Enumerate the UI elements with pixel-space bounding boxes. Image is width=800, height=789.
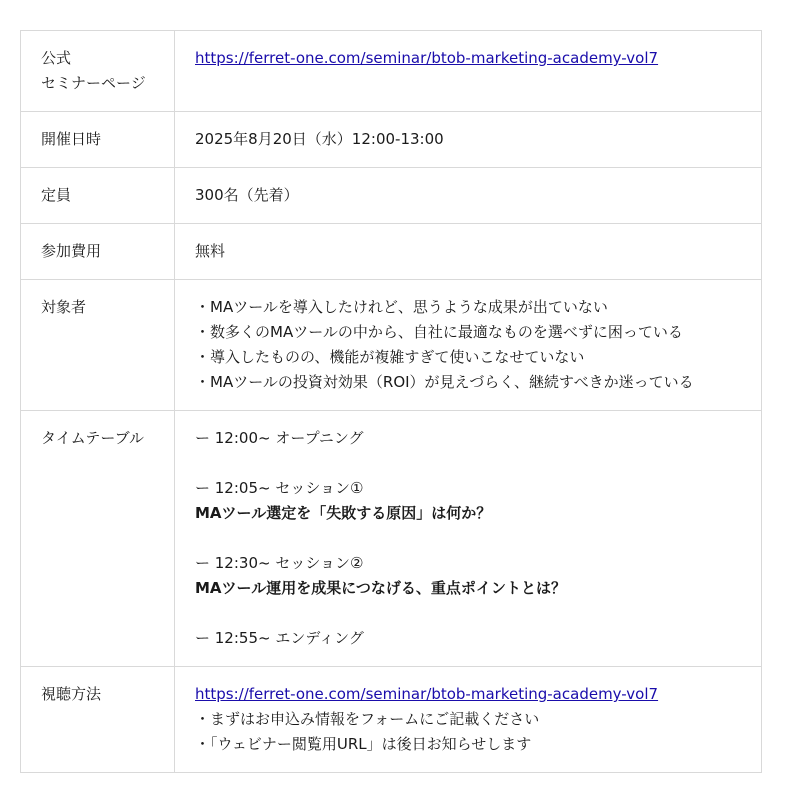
row-fee [21, 224, 762, 280]
row-label: 定員 [41, 186, 72, 204]
target-item: ・MAツールの投資対効果（ROI）が見えづらく、継続すべきか迷っている [195, 373, 694, 391]
timetable-spacer [195, 601, 741, 626]
row-value-cell [175, 411, 762, 667]
viewing-note: ・まずはお申込み情報をフォームにご記載ください [195, 710, 540, 728]
row-label: 開催日時 [41, 130, 102, 148]
timetable-session1-time: ー 12:05~ セッション① [195, 479, 364, 497]
row-label-cell [21, 168, 175, 224]
row-label-cell [21, 112, 175, 168]
row-timetable [21, 411, 762, 667]
row-value-cell [175, 224, 762, 280]
row-label-cell [21, 31, 175, 112]
row-value-cell [175, 31, 762, 112]
timetable-ending: ー 12:55~ エンディング [195, 629, 364, 647]
timetable-spacer [195, 526, 741, 551]
row-label-cell [21, 280, 175, 411]
row-label: 対象者 [41, 298, 87, 316]
seminar-page-link[interactable]: https://ferret-one.com/seminar/btob-marketing-academy-vol7 [195, 49, 659, 67]
row-label: 視聴方法 [41, 685, 102, 703]
row-label: タイムテーブル [41, 429, 145, 447]
viewing-link[interactable]: https://ferret-one.com/seminar/btob-marketing-academy-vol7 [195, 685, 659, 703]
row-label-cell [21, 667, 175, 773]
fee-value: 無料 [195, 242, 226, 260]
row-value-cell [175, 667, 762, 773]
row-label: 公式 セミナーページ [41, 49, 146, 92]
row-label: 参加費用 [41, 242, 102, 260]
row-value-cell [175, 280, 762, 411]
row-seminar-page [21, 31, 762, 112]
timetable-session1-title: MAツール選定を「失敗する原因」は何か？ [195, 504, 492, 522]
timetable-session2-time: ー 12:30~ セッション② [195, 554, 364, 572]
row-viewing [21, 667, 762, 773]
viewing-note: ・「ウェビナー閲覧用URL」は後日お知らせします [195, 735, 532, 753]
target-item: ・MAツールを導入したけれど、思うような成果が出ていない [195, 298, 608, 316]
row-value-cell [175, 168, 762, 224]
timetable-opening: ー 12:00~ オープニング [195, 429, 364, 447]
timetable-session2-title: MAツール運用を成果につなげる、重点ポイントとは？ [195, 579, 566, 597]
row-capacity [21, 168, 762, 224]
row-target [21, 280, 762, 411]
seminar-info-table [20, 30, 762, 773]
target-item: ・数多くのMAツールの中から、自社に最適なものを選べずに困っている [195, 323, 683, 341]
row-date [21, 112, 762, 168]
capacity-value: 300名（先着） [195, 186, 299, 204]
row-label-cell [21, 411, 175, 667]
timetable-spacer [195, 451, 741, 476]
row-value-cell [175, 112, 762, 168]
date-value: 2025年8月20日（水）12:00-13:00 [195, 130, 444, 148]
row-label-cell [21, 224, 175, 280]
target-item: ・導入したものの、機能が複雑すぎて使いこなせていない [195, 348, 585, 366]
